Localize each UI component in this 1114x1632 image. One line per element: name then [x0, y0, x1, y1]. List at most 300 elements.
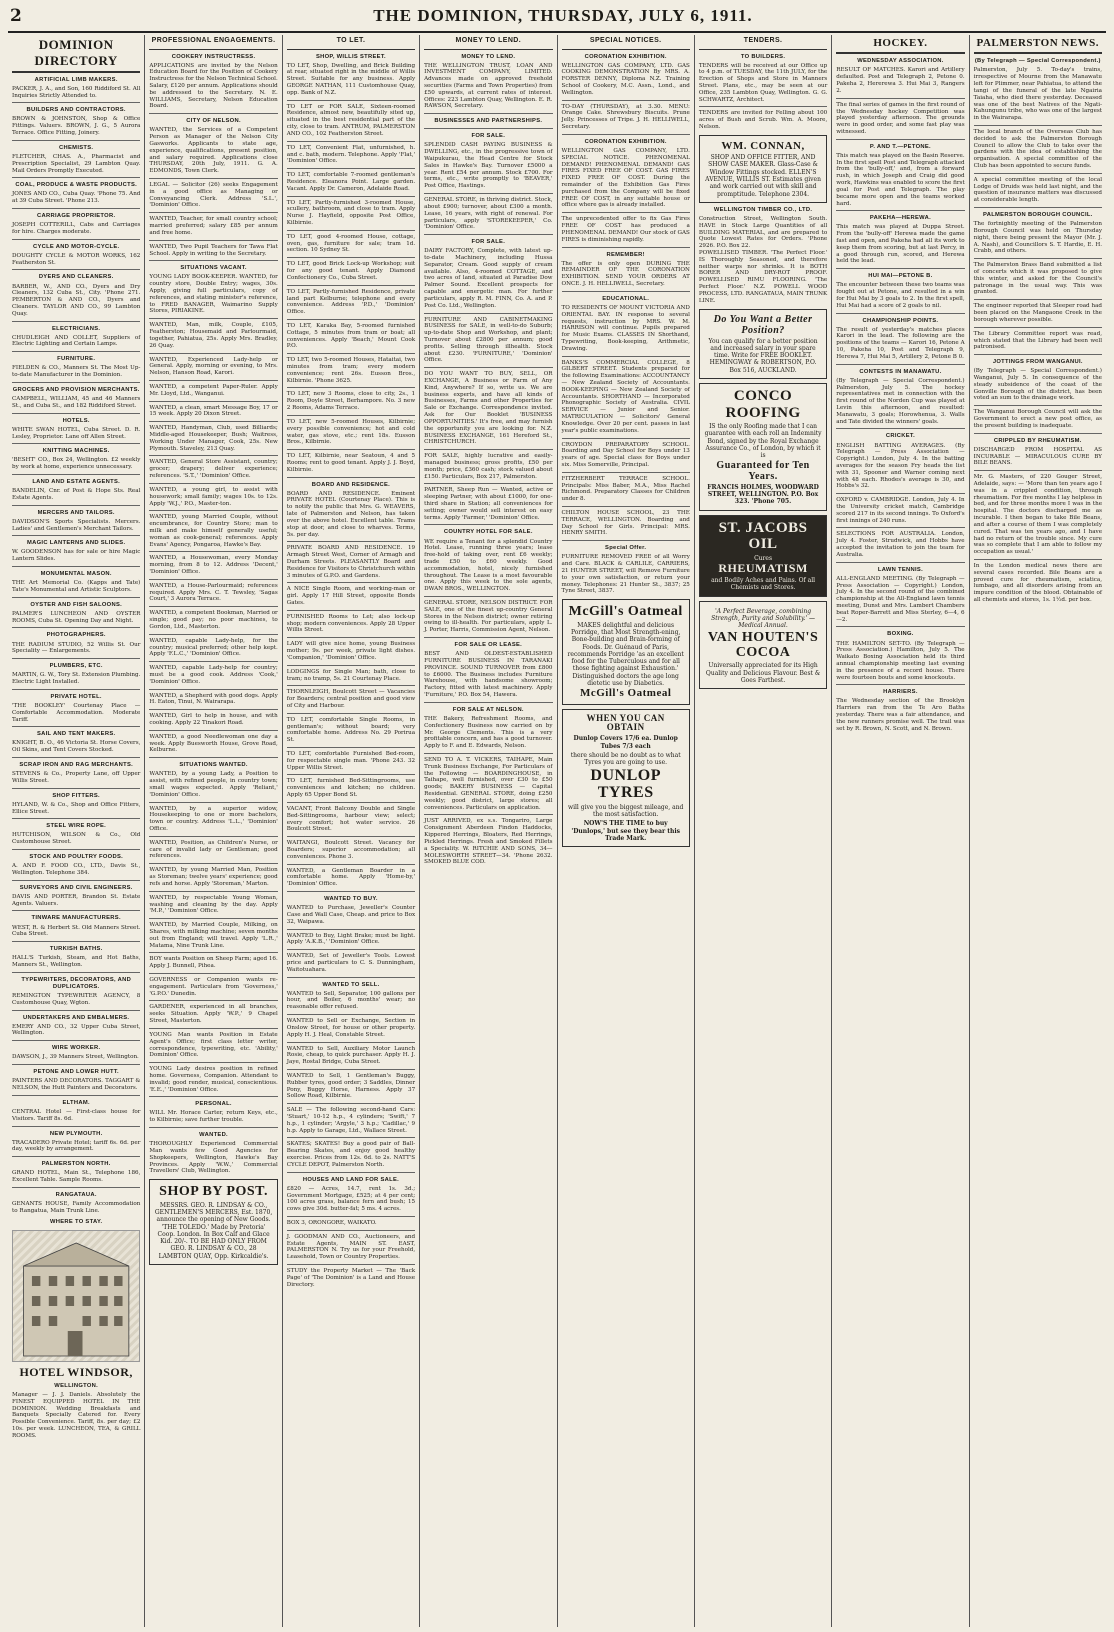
divider — [287, 100, 415, 101]
entry-text: LADY will give nice home, young Business mother; 9s. per week, private light dishes. 'Companion,' 'Dominion' Office. — [286, 641, 416, 661]
classified-entry — [149, 244, 277, 258]
column-tenders — [695, 35, 832, 1627]
classified-entry — [287, 840, 415, 860]
section-heading: SURVEYORS AND CIVIL ENGINEERS. — [19, 884, 133, 891]
section-heading: DYERS AND CLEANERS. — [38, 274, 114, 281]
section-heading: KNITTING MACHINES. — [42, 448, 110, 455]
entry-text: TO LET, Partly-furnished Residence, private land part Kelburne; telephone and every convenience. Address 'P.D.,' 'Dominion' Office. — [286, 288, 416, 316]
divider — [287, 665, 415, 666]
entry-text: PRIVATE BOARD AND RESIDENCE. 19 Armagh Street West, Corner of Armagh and Durham Streets. PLEASANTLY Board and Residence for Visitors to Christchurch within 3 minutes of G.P.O. and Gardens. — [286, 545, 416, 579]
divider — [287, 1172, 415, 1173]
classified-entry — [149, 384, 277, 398]
entry-text: GENERAL STORE, in thriving district. Stock, about £900; turnover, about £300 a month. Lease, 16 years, with right of renewal. For particulars, apply 'STOREKEEPER,' Co. 'Dominion' Office. — [424, 197, 553, 231]
divider — [12, 1064, 140, 1065]
section-heading: PALMERSTON BOROUGH COUNCIL. — [982, 212, 1093, 219]
entry-text: TO LET, Convenient Flat, unfurnished, h. and c. bath, modern. Telephone. Apply 'Flat,' 'Dominion' Office. — [286, 144, 416, 165]
section-heading: MONUMENTAL MASON. — [40, 571, 112, 578]
section-heading: CORONATION EXHIBITION. — [584, 138, 667, 145]
entry-text: CENTRAL Hotel — First-class house for Visitors. Tariff 8s. 6d. — [12, 1108, 141, 1122]
section-heading: LAND AND ESTATE AGENTS. — [32, 479, 121, 486]
entry-text: WANTED, Teacher, for small country school; married preferred; salary £85 per annum and free home. — [149, 216, 278, 236]
entry-text: GRAND HOTEL, Main St., Telephone 186, Excellent Table. Sample Rooms. — [12, 1170, 141, 1184]
entry-text: THE Bakery, Refreshment Rooms, and Confectionery Business now carried on by Mr. George Clements. This is a very profitable concern, and has a good turnover. Apply to F. and E. Edwards, Nelson. — [424, 715, 553, 750]
entry-text: WANTED, a good Needlewoman one day a week. Apply Buesworth House, Grove Road, Kelburne. — [149, 733, 278, 754]
entry-text: The offer is only open DURING THE REMAINDER OF THE CORONATION EXHIBITION. SEND YOUR ORDERS AT ONCE. J. H. HELLIWELL, Secretary. — [561, 260, 690, 288]
divider — [424, 814, 552, 815]
oatmeal-ad-footer: McGill's Oatmeal — [579, 687, 672, 700]
classified-entry — [12, 387, 140, 410]
conco-ad-guarantee: Guaranteed for Ten Years. — [716, 459, 810, 482]
classified-entry — [699, 54, 827, 104]
divider — [287, 1069, 415, 1070]
entry-text: BOY wants Position on Sheep Farm; aged 16. Apply J. Bunnell, Pihea. — [149, 956, 278, 970]
entry-text: The encounter between these two teams was fought out at Petone, and resulted in a win for Hui Mai by 3 goals to 2. In the first spell, Hui Mai had a score of 2 goals to nil. — [836, 282, 965, 309]
divider — [287, 477, 415, 478]
section-heading: FURNITURE. — [57, 356, 96, 363]
section-heading: BOXING. — [887, 631, 914, 638]
divider — [424, 193, 552, 194]
section-heading: (By Telegraph — Special Correspondent.) — [974, 58, 1101, 65]
entry-text: STUDY the Property Market — The 'Back Page' of 'The Dominion' is a Land and House Directory. — [286, 1268, 416, 1288]
dunlop-ad-tag: will give you the biggest mileage, and the most satisfaction. — [567, 803, 684, 819]
entry-text: CHILTON HOUSE SCHOOL, 23 THE TERRACE, WELLINGTON. Boarding and Day School for Girls. Principal: MRS. HENRY SMITH. — [561, 510, 690, 537]
entry-text: The result of yesterday's matches places Karori in the lead. The following are the positions of the teams — Karori 16, Petone A 10, Pakeha 10, Post and Telegraph 9, Herewa 7, Hui Mai 5, Artillery 2, Petone B 0. — [836, 326, 965, 360]
divider — [424, 483, 552, 484]
divider — [974, 470, 1102, 471]
classified-entry — [562, 216, 690, 243]
classified-entry — [836, 58, 964, 94]
columns — [8, 35, 1106, 1627]
section-heading: CHAMPIONSHIP POINTS. — [862, 317, 939, 324]
engagements-heading: PROFESSIONAL ENGAGEMENTS. — [149, 35, 277, 50]
masthead-title: THE DOMINION, THURSDAY, JULY 6, 1911. — [373, 6, 753, 25]
entry-text: TO LET, comfortable Single Rooms, in gentleman's; without board; very comfortable home. Address No. 29 Porirua St. — [286, 716, 416, 744]
classified-entry — [287, 391, 415, 411]
divider — [287, 836, 415, 837]
entry-text: TENDERS will be received at our Office up to 4 p.m. of TUESDAY, the 11th JULY, for the Erection of Shops and Store in Manners Street. Plans, etc., may be seen at our Office, 235 Lambton Quay, Wellington. G. G. SCHWARTZ, Architect. — [698, 62, 828, 103]
hotel-name: HOTEL WINDSOR, — [19, 1364, 133, 1379]
divider — [149, 421, 277, 422]
classified-entry — [974, 409, 1102, 429]
section-heading: SAIL AND TENT MAKERS. — [36, 731, 116, 738]
entry-text: TO LET, good 4-roomed House, cottage, oven, gas, furniture for sale; tram 1d. section. 10 Sydney St. — [286, 233, 416, 254]
entry-text: FURNISHED Rooms to Let; also lock-up shop; modern conveniences. Apply 28 Upper Willis Street. — [286, 613, 416, 634]
divider — [12, 382, 140, 383]
classified-entry — [974, 177, 1102, 204]
section-heading: HOTELS. — [62, 417, 90, 424]
divider — [424, 313, 552, 314]
section-heading: STEEL WIRE ROPE. — [46, 823, 107, 830]
classified-entry — [424, 118, 552, 125]
classified-entry — [12, 1131, 140, 1154]
divider — [836, 98, 964, 99]
divider — [836, 493, 964, 494]
divider — [974, 207, 1102, 208]
section-heading: TO BUILDERS. — [740, 53, 786, 60]
entry-text: The engineer reported that Sleeper road had been placed on the Mangaone Creek in the borough wherever possible. — [973, 303, 1102, 323]
classified-entry — [12, 244, 140, 267]
divider — [287, 977, 415, 978]
divider — [287, 1042, 415, 1043]
sports-list — [836, 58, 964, 732]
hotel-building-icon — [13, 1231, 139, 1361]
section-heading: ELTHAM. — [62, 1099, 90, 1106]
section-heading: WANTED. — [199, 1132, 228, 1139]
divider — [149, 178, 277, 179]
divider — [149, 551, 277, 552]
classified-entry — [12, 356, 140, 379]
classified-entry — [149, 1004, 277, 1024]
section-heading: PHOTOGRAPHERS. — [46, 632, 106, 639]
divider — [287, 774, 415, 775]
divider — [12, 726, 140, 727]
classified-entry — [12, 1015, 140, 1038]
classified-entry — [424, 487, 552, 521]
engagements-list — [149, 54, 277, 1176]
jacobs-ad-title: ST. JACOBS OIL — [718, 519, 808, 553]
entry-text: WANTED to Sell, 1 Gentleman's Buggy, Rubber tyres, good order; 3 Saddles, Dinner Pony, Buggy Horse, Harness. Apply 37 Sollow Road, Kilbirnie. — [286, 1072, 416, 1100]
classified-entry — [287, 419, 415, 446]
classified-entry — [562, 476, 690, 503]
entry-text: The final series of games in the first round of the Wednesday hockey Competition was played yesterday afternoon. The grounds were in good order, and some fast play was witnessed. — [836, 101, 965, 135]
section-heading: CITY OF NELSON. — [186, 118, 241, 125]
classified-entry — [836, 102, 964, 136]
classified-entry — [287, 689, 415, 709]
section-heading: P. AND T.—PETONE. — [869, 143, 931, 150]
section-heading: RANGATAUA. — [55, 1191, 97, 1198]
divider — [287, 637, 415, 638]
divider — [12, 941, 140, 942]
entry-text: SEND TO A. T. VICKERS, TAIHAPE, Main Trunk Business Exchange, For Particulars of the Following — BOARDINGHOUSE, in Taihape, well furnished, over £30 to £50 goods; BAKERY BUSINESS — Capital Residential. GENERAL STORE, doing £250 weekly; good district, large stores; all conveniences. Particulars on application. — [424, 756, 553, 811]
divider — [12, 1095, 140, 1096]
position-ad-title: Do You Want a Better Position? — [713, 313, 813, 336]
cocoa-ad-title: VAN HOUTEN'S COCOA — [707, 629, 819, 661]
classified-entry — [424, 317, 552, 365]
classified-entry — [149, 555, 277, 575]
divider — [149, 661, 277, 662]
column-to-let — [283, 35, 420, 1627]
divider — [424, 234, 552, 235]
section-heading: COAL, PRODUCE & WASTE PRODUCTS. — [15, 182, 138, 189]
entry-text: THE RADIUM STUDIO, 52 Willis St. Our Speciality — Enlargements. — [12, 641, 141, 655]
classified-entry — [12, 448, 140, 471]
divider — [287, 713, 415, 714]
entry-text: VACANT, Front Balcony Double and Single Bed-Sittingrooms, harbour view; select; every comfort; hot water service. 26 Boulcott Street. — [286, 805, 416, 833]
classified-entry — [149, 922, 277, 949]
entry-text: YOUNG LADY BOOK-KEEPER. WANTED, for country store, Double Entry; wages, 30s. Apply, giving full particulars, copy of references, and stating minister's reference, to FRED BANAGER, Waimarino Supply Stores, PIRIAKINE. — [149, 274, 278, 315]
conco-ad-text: IS the only Roofing made that I can guarantee with each roll an Indemnity Bond, signed by the Royal Exchange Assurance Co., of London, by which it is — [704, 423, 822, 460]
classified-entry — [836, 369, 964, 426]
section-heading: BUILDERS AND CONTRACTORS. — [26, 107, 126, 114]
hotel-text: Manager — J. J. Daniels. Absolutely the FINEST EQUIPPED HOTEL IN THE DOMINION. Wedding Breakfasts and Banquets Specially Catered for. Every Possible Convenience. Tariff, 8s. per day; £2 10s. per week. LUNCHEON, TEA, & GRILL ROOMS. — [12, 1391, 141, 1439]
section-heading: PALMERSTON NORTH. — [41, 1161, 111, 1168]
divider — [699, 106, 827, 107]
palmerston-list — [974, 58, 1102, 603]
divider — [149, 113, 277, 114]
divider — [149, 1000, 277, 1001]
divider — [149, 579, 277, 580]
classified-entry — [287, 1141, 415, 1168]
classified-entry — [12, 977, 140, 1007]
oatmeal-ad-text: MAKES delightful and delicious Porridge, that Most Strength-ening, Bone-building and Brain-forming of Foods. Dr. Guénaud of Paris, recommends Porridge 'as an excellent food for the Tuberculous and for all those fighting against Exhaustion.' Distinguished doctors the age long dietetic use by Diabetics. — [567, 621, 684, 688]
section-heading: MONEY TO LEND. — [461, 53, 516, 60]
divider — [836, 139, 964, 140]
divider — [287, 864, 415, 865]
divider — [562, 291, 690, 292]
entry-text: (By Telegraph — Special Correspondent.) Palmerston, July 5. The hockey representatives met in connection with the first round of the Norden Cup was played at Levin this afternoon, and resulted: Manawatu, 3 goals; Horowhenua, 3. Walls and Tate divided the winners' goals. — [836, 377, 965, 425]
classified-entry — [149, 322, 277, 349]
dunlop-ad — [562, 709, 690, 848]
divider — [149, 401, 277, 402]
entry-text: GARDENER, experienced in all branches, seeks Situation. Apply 'W.P.,' 9 Chapel Street, Masterton. — [149, 1004, 278, 1025]
entry-text: JONES AND CO., Cuba Quay. 'Phone 75. And at 39 Cuba Street. 'Phone 213. — [12, 191, 141, 205]
column-hockey — [832, 35, 969, 1627]
classified-entry — [287, 1073, 415, 1100]
divider — [287, 449, 415, 450]
entry-text: WANTED to Purchase, Jeweller's Counter Case and Wall Case, Cheap. and price to Box 32, Waipawa. — [286, 905, 416, 925]
entry-text: PAINTERS AND DECORATORS. TAGGART & NELSON, the Hutt Painters and Decorators. — [12, 1078, 141, 1092]
section-heading: SHOP FITTERS. — [52, 792, 100, 799]
classified-entry — [12, 946, 140, 969]
entry-text: TO LET, Shop, Dwelling, and Brick Building at rear, situated right in the middle of Willis Street. Suitable for any business. Apply GEORGE NATHAN, 111 Customhouse Quay, opp. Bank of N.Z. — [286, 62, 416, 96]
column-money — [420, 35, 557, 1627]
classified-entry — [287, 778, 415, 798]
classified-entry — [836, 631, 964, 681]
classified-entry — [974, 438, 1102, 468]
hotel-illustration — [12, 1230, 140, 1362]
entry-text: DAVIDSON'S Sports Specialists. Mercers. Ladies' and Gentlemen's Merchant Tailors. — [12, 518, 141, 532]
tenders-heading: TENDERS. — [699, 35, 827, 50]
classified-entry — [149, 118, 277, 175]
divider — [836, 210, 964, 211]
divider — [12, 849, 140, 850]
classified-entry — [287, 896, 415, 926]
classified-entry — [149, 840, 277, 860]
column-engagements — [145, 35, 282, 1627]
entry-text: A. AND F. FOOD CO., LTD., Davis St., Wellington. Telephone 384. — [12, 863, 141, 876]
classified-entry — [836, 215, 964, 265]
section-heading: LAWN TENNIS. — [877, 566, 924, 573]
classified-entry — [12, 1069, 140, 1092]
entry-text: TO LET, furnished Bed-Sittingrooms, use conveniences and kitchen; no children. Apply 65 Upper Bond St. — [286, 778, 416, 799]
classified-entry — [287, 953, 415, 973]
divider — [149, 757, 277, 758]
entry-text: Mr. G. Masters, of 220 Gouger Street, Adelaide, says: — 'More than ten years ago I was in a crippled condition, through rheumatism. For five months I lay helpless in bed, and for three months more I was in the hospital. The doctors discharged me as incurable. I then began to take Bile Beans, and after a course of them I was completely cured. That was ten years ago, and I have had no return of the trouble since. My cure was so complete that I am able to follow my occupation as usual.' — [973, 474, 1102, 556]
divider — [149, 455, 277, 456]
classified-entry — [12, 823, 140, 846]
section-heading: SITUATIONS WANTED. — [179, 762, 248, 769]
entry-text: The Palmerston Brass Band submitted a list of concerts which it was proposed to give this winter, and asked for the Council's patronage in the usual way. This was granted. — [973, 262, 1102, 296]
divider — [12, 1040, 140, 1041]
classified-entry — [12, 663, 140, 686]
classified-entry — [974, 303, 1102, 323]
dunlop-ad-title: WHEN YOU CAN OBTAIN — [586, 712, 665, 733]
section-heading: CORONATION EXHIBITION. — [584, 53, 667, 60]
divider — [836, 527, 964, 528]
section-heading: SCRAP IRON AND RAG MERCHANTS. — [19, 762, 134, 769]
classified-entry — [149, 459, 277, 479]
section-heading: ELECTRICIANS. — [52, 325, 101, 332]
classified-entry — [12, 915, 140, 938]
classified-entry — [287, 545, 415, 579]
entry-text: FURNITURE REMOVED FREE of all Worry and Care. BLACK & CARLILE, CARRIERS, 21 HUNTER STREET, will Remove Furniture to your own satisfaction, or return your money. Telephones: 21 Hunter St., 3837; 25 Tyne Street, 3837. — [561, 554, 690, 595]
classified-entry — [12, 854, 140, 877]
entry-text: WANTED, Set of Jeweller's Tools. Lowest price and particulars to C. S. Dunningham, Waitotuahara. — [286, 953, 416, 973]
classified-entry — [12, 694, 140, 724]
classified-entry — [149, 665, 277, 685]
divider — [12, 474, 140, 475]
divider — [836, 313, 964, 314]
section-heading: ARTIFICIAL LIMB MAKERS. — [34, 76, 118, 83]
divider — [287, 319, 415, 320]
entry-text: DAIRY FACTORY, Complete, with latest up-to-date Machinery, including Hussa Separator, Cream. Good supply of cream available. Also, 4-roomed COTTAGE, and two acres of land, situated at Paradise Dow Palmer Sound. Excellent prospects for capable and energetic man. For further particulars, apply R. M. FINN, Co. A. and P. Post Co. Ltd., Wellington. — [424, 248, 553, 309]
classified-entry — [287, 751, 415, 771]
divider — [149, 1062, 277, 1063]
special-notices-list — [562, 54, 690, 596]
conco-ad-dealer: FRANCIS HOLMES, WOODWARD STREET, WELLINGTON. P.O. Box 323. 'Phone 705. — [707, 483, 819, 506]
divider — [12, 140, 140, 141]
divider — [149, 802, 277, 803]
divider — [12, 102, 140, 103]
section-heading: MAGIC LANTERNS AND SLIDES. — [26, 540, 126, 547]
page-number: 2 — [10, 6, 22, 26]
classified-entry — [12, 77, 140, 100]
divider — [287, 1230, 415, 1231]
classified-entry — [149, 182, 277, 209]
classified-entry — [12, 145, 140, 175]
classified-entry — [149, 734, 277, 754]
section-heading: BUSINESSES AND PARTNERSHIPS. — [434, 118, 543, 125]
classified-entry — [974, 129, 1102, 170]
divider — [287, 230, 415, 231]
entry-text: WANTED, by a young Lady, a Position to assist, with refined people, in country town; small wages expected. Apply 'Reliant,' 'Dominion' Office. — [149, 771, 278, 798]
section-heading: HARRIERS. — [883, 689, 918, 696]
divider — [149, 380, 277, 381]
classified-entry — [149, 1066, 277, 1093]
entry-text: SPLENDID CASH PAYING BUSINESS & DWELLING, etc., in the progressive town of Waipukurau, the Head Centre for Stock Sales in Hawke's Bay. Turnover £5000 a year. Rent £54 per annum. Stock £700. For terms, etc., write promptly to 'BEAVER,' Post Office, Hastings. — [424, 142, 553, 190]
divider — [12, 1187, 140, 1188]
divider — [12, 658, 140, 659]
classified-entry — [287, 1220, 415, 1227]
divider — [149, 212, 277, 213]
classified-entry — [12, 762, 140, 785]
entry-text: THE Art Memorial Co. (Kapps and Tate) Tate's Monumental and Artistic Sculptors. — [12, 580, 141, 593]
connan-ad-name: WM. CONNAN, — [721, 139, 805, 152]
divider — [424, 524, 552, 525]
entry-text: WANTED, capable Lady-help for country; must be a good cook. Address 'Cook,' 'Dominion' Office. — [149, 665, 278, 685]
classified-entry — [836, 497, 964, 524]
entry-text: WELLINGTON GAS COMPANY, LTD. SPECIAL NOTICE. PHENOMENAL DEMAND! PHENOMENAL DEMAND! GAS FIRES FIXED FREE OF COST. GAS FIRES FIXED FREE OF COST. During the remainder of the Exhibition Gas Fires purchased from the Company will be fixed FREE OF COST, in any suitable house or office where gas is already installed. — [561, 147, 690, 209]
entry-text: WANTED, Position, as Children's Nurse, or care of invalid lady or Gentleman; good references. — [149, 839, 278, 860]
entry-text: HYLAND, W. & Co., Shop and Office Fitters, Ellice Street. — [12, 801, 141, 815]
position-ad — [699, 309, 827, 380]
classified-entry — [149, 487, 277, 507]
classified-entry — [12, 632, 140, 655]
entry-text: TO LET, good Brick Lock-up Workshop; suit for any good tenant. Apply Diamond Confectionery Co., Cuba Street. — [286, 261, 416, 281]
entry-text: WANTED, Girl to help in house, and with cooking. Apply 22 Tinakori Road. — [149, 713, 278, 727]
divider — [12, 413, 140, 414]
divider — [149, 689, 277, 690]
classified-entry — [149, 610, 277, 630]
classified-entry — [149, 514, 277, 548]
entry-text: The local branch of the Overseas Club has decided to ask the Palmerston Borough Council to allow the Club to take over the gardens with the idea of establishing the organisation. A special committee of the Club has been appointed to secure funds. — [973, 128, 1102, 170]
divider — [424, 596, 552, 597]
entry-text: The fortnightly meeting of the Palmerston Borough Council was held on Thursday night, there being present the Mayor (Mr. J. A. Nash), and Councillors S. T. Hardie, E. H. Crabb, and others. — [973, 221, 1102, 255]
column-directory — [8, 35, 145, 1627]
classified-entry — [562, 360, 690, 435]
entry-text: WANTED, the Services of a Competent Person as Manager of the Nelson City Gasworks. Applicants to state age, experience, qualifications, present position, and salary required. Applications close THURSDAY, 20th July, 1911. G. A. EDMONDS, Town Clerk. — [149, 127, 278, 175]
classified-entry — [12, 213, 140, 236]
classified-entry — [562, 54, 690, 97]
classified-entry — [974, 212, 1102, 255]
lindsay-ad-title: SHOP BY POST. — [159, 1184, 268, 1200]
entry-text: W. GOODENSON has for sale or hire Magic Lantern Slides. — [12, 549, 141, 563]
divider — [562, 438, 690, 439]
classified-entry — [287, 933, 415, 947]
entry-text: BOARD AND RESIDENCE. Eminent PRIVATE HOTEL (Courtenay Place). This is to notify the public that Mrs. G. WEAVERS, late of Palmerston and Nelson, has taken over the above hotel. Excellent table. Trams stop at door, and close to wharves. Terms, 5s. per day. — [286, 490, 416, 538]
cocoa-ad-text: Universally appreciated for its High Quality and Delicious Flavour. Best & Goes Farthest. — [705, 662, 821, 685]
entry-text: THE WELLINGTON TRUST, LOAN AND INVESTMENT COMPANY, LIMITED. Advances made on approved freehold securities (Farms and Town Properties) from £50 upwards, at current rates of interest. Offices: 223 Lambton Quay, Wellington. E. R. RAWSON, Secretary. — [424, 62, 553, 110]
section-heading: WANTED TO BUY. — [324, 896, 378, 903]
section-heading: CONTESTS IN MANAWATU. — [859, 368, 942, 375]
classified-entry — [287, 234, 415, 254]
classified-entry — [149, 54, 277, 111]
entry-text: YOUNG Lady desires position in refined home. Governess, Companion. Attendant to invalid; good render, musical, conscientious. 'E.E.,' 'Dominion' Office. — [149, 1066, 278, 1093]
section-heading: REMEMBER! — [606, 251, 645, 258]
divider — [424, 128, 552, 129]
classified-entry — [287, 717, 415, 744]
section-heading: WANTED TO SELL. — [322, 981, 380, 988]
classified-entry — [974, 331, 1102, 351]
entry-text: DOUGHTY CYCLE & MOTOR WORKS, 162 Featherston St. — [12, 252, 141, 266]
entry-text: TO LET, new 3 Rooms, close to city, 2s., 1 Room, Doyle Street, Berhampore. No. 3 new 2 Rooms, Adams Terrace. — [286, 391, 416, 412]
dunlop-ad-footer: NOW'S THE TIME to buy 'Dunlops,' but see they bear this Trade Mark. — [571, 820, 680, 842]
entry-text: LODGINGS for Single Man; bath, close to tram; no tramp, 5s. 21 Courtenay Place. — [286, 668, 416, 682]
entry-text: WEST, R. & Herbert St. Old Manners Street. Cuba Street. — [12, 924, 141, 938]
section-heading: UNDERTAKERS AND EMBALMERS. — [23, 1014, 130, 1021]
classified-entry — [287, 1046, 415, 1066]
classified-entry — [287, 145, 415, 165]
classified-entry — [287, 586, 415, 606]
divider — [974, 433, 1102, 434]
divider — [149, 1096, 277, 1097]
entry-text: Palmerston, July 5. To-day's trains, irrespective of Mourne from the Manawatu left for Plimmer, near Pahiatua, to attend the tangi of the funeral of the late Ngairia Taiaha, who died there yesterday. Deceased was one of the best Natives of the Ngati-Kahungunu tribe, who was one of the largest in the Wairarapa. — [973, 67, 1102, 122]
entry-text: WANTED, by young Married Man, Position as Storeman; twelve years' experience; good refs and horse. Apply 'Storeman,' Marton. — [149, 867, 278, 887]
conco-ad-title: CONCO ROOFING — [725, 388, 801, 421]
entry-text: GENANTS HOUSE, Family Accommodation to Rangatua, Main Trunk Line. — [12, 1200, 141, 1214]
classified-entry — [836, 689, 964, 732]
directory-heading: DOMINION DIRECTORY — [12, 35, 140, 73]
classified-entry — [424, 529, 552, 593]
classified-entry — [149, 693, 277, 707]
classified-entry — [12, 107, 140, 137]
classified-entry — [287, 806, 415, 833]
section-heading: PETONE AND LOWER HUTT. — [33, 1069, 119, 1076]
classified-entry — [149, 425, 277, 452]
divider — [12, 757, 140, 758]
section-heading: CARRIAGE PROPRIETOR. — [37, 213, 116, 220]
classified-entry — [12, 1161, 140, 1184]
divider — [149, 730, 277, 731]
entry-text: BROWN & JOHNSTON, Shop & Office Fittings. Valuers. BROWN, J. G., 5 Aurora Terrace. Office Fitting, Joinery. — [12, 116, 141, 137]
divider — [562, 100, 690, 101]
entry-text: WANTED to Sell, Auxiliary Motor Launch Rosie, cheap, to quick purchaser. Apply H. J. Jaye, Rostal Bridge, Cuba Street. — [286, 1045, 416, 1066]
classified-entry — [974, 563, 1102, 604]
entry-text: The Wednesday section of the Brooklyn Harriers ran from the Te Aro Baths yesterday. There was a fair attendance, and the new runners promise well. The trail was set by R. Brown, N. Scott, and N. Brown. — [836, 698, 965, 732]
divider — [12, 566, 140, 567]
section-heading: COOKERY INSTRUCTRESS. — [171, 53, 256, 60]
entry-text: PALMER'S LUNCHEON AND OYSTER ROOMS, Cuba St. Opening Day and Night. — [12, 610, 141, 624]
